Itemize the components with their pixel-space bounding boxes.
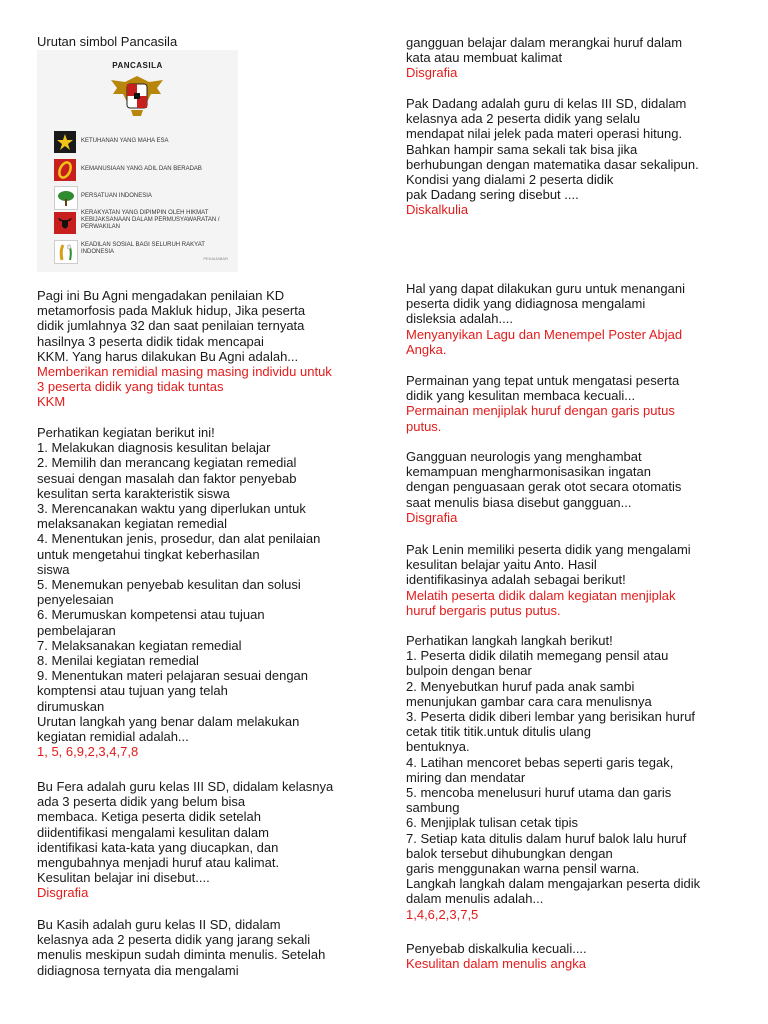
question-text: Pak Dadang adalah guru di kelas III SD, didalam kelasnya ada 2 peserta didik yang selalu mendapat nilai jelek pada materi operasi hitung. Bahkan hampir sama sekali tak bisa jika berhubungan dengan matematika dasar sekalipun. Kondisi yang dialami 2 peserta didik pak Dadang sering disebut .... (406, 96, 699, 203)
question-text: Pak Lenin memiliki peserta didik yang mengalami kesulitan belajar yaitu Anto. Hasil identifikasinya adalah sebagai berikut! (406, 542, 691, 588)
bull-head-icon (54, 212, 76, 234)
answer-text: Memberikan remidial masing masing individu untuk 3 peserta didik yang tidak tuntas KKM (37, 364, 332, 410)
answer-text: Disgrafia (406, 509, 458, 525)
question-text: Pagi ini Bu Agni mengadakan penilaian KD metamorfosis pada Makluk hidup, Jika peserta didik jumlahnya 32 dan saat penilaian ternyata hasilnya 3 peserta didik tidak mencapai KKM. Yang harus dilakukan Bu Agni adalah... (37, 288, 306, 364)
sila-3-label: PERSATUAN INDONESIA (81, 193, 152, 199)
right-q10 (406, 633, 731, 922)
question-text: Penyebab diskalkulia kecuali.... (406, 941, 587, 956)
figure-heading: Urutan simbol Pancasila (37, 34, 178, 49)
sila-2-label: KEMANUSIAAN YANG ADIL DAN BERADAB (81, 166, 202, 172)
answer-text: Disgrafia (37, 885, 89, 901)
sila-2 (54, 157, 234, 183)
pancasila-figure (37, 50, 238, 272)
right-q7 (406, 373, 731, 434)
figure-credit: PEKAIJABAR (203, 255, 228, 261)
sila-1 (54, 129, 234, 155)
answer-text: 1, 5, 6,9,2,3,4,7,8 (37, 744, 139, 760)
answer-text: Menyanyikan Lagu dan Menempel Poster Abjad Angka. (406, 326, 683, 357)
banyan-tree-icon (54, 186, 78, 210)
star-icon (54, 131, 76, 153)
figure-title: PANCASILA (112, 61, 163, 70)
answer-text: Melatih peserta didik dalam kegiatan menjiplak huruf bergaris putus putus. (406, 587, 676, 618)
question-text: Perhatikan kegiatan berikut ini! 1. Melakukan diagnosis kesulitan belajar 2. Memilih dan merancang kegiatan remedial sesuai dengan masalah dan faktor penyebab kesulitan serta karakteristik siswa 3. Merencanakan waktu yang diperlukan untuk melaksanakan kegiatan remedial 4. Menentukan jenis, prosedur, dan alat penilaian untuk mengetahui tingkat keberhasilan siswa 5. Menemukan penyebab kesulitan dan solusi penyelesaian 6. Merumuskan kompetensi atau tujuan pembelajaran 7. Melaksanakan kegiatan remedial 8. Menilai kegiatan remedial 9. Menentukan materi pelajaran sesuai dengan komptensi atau tujuan yang telah dirumuskan Urutan langkah yang benar dalam melakukan kegiatan remidial adalah... (37, 425, 321, 745)
question-text: Permainan yang tepat untuk mengatasi peserta didik yang kesulitan membaca kecuali... (406, 373, 680, 404)
right-q4-continued (406, 35, 731, 81)
garuda-emblem-icon (107, 72, 167, 118)
right-q6 (406, 281, 731, 357)
sila-3 (54, 184, 234, 210)
right-q8 (406, 449, 731, 525)
answer-text: Disgrafia (406, 65, 458, 81)
sila-4 (54, 210, 234, 236)
left-q3 (37, 779, 362, 901)
answer-text: Kesulitan dalam menulis angka (406, 956, 586, 972)
sila-1-label: KETUHANAN YANG MAHA ESA (81, 138, 169, 144)
question-text: Perhatikan langkah langkah berikut! 1. Peserta didik dilatih memegang pensil atau bulpoin dengan benar 2. Menyebutkan huruf pada anak sambi menunjukan gambar cara cara menulisnya 3. Peserta didik diberi lembar yang berisikan huruf cetak titik titik.untuk ditulis ulang bentuknya. 4. Latihan mencoret bebas seperti garis tegak, miring dan mendatar 5. mencoba menelusuri huruf utama dan garis sambung 6. Menjiplak tulisan cetak tipis 7. Setiap kata ditulis dalam huruf balok lalu huruf balok tersebut dihubungkan dengan garis menggunakan warna pensil warna. Langkah langkah dalam mengajarkan peserta didik dalam menulis adalah... (406, 633, 701, 907)
chain-icon (54, 159, 76, 181)
right-q11 (406, 941, 731, 971)
question-text: Gangguan neurologis yang menghambat kemampuan mengharmonisasikan ingatan dengan penguasaan gerak otot secara otomatis saat menulis biasa disebut gangguan... (406, 449, 682, 510)
rice-cotton-icon (54, 240, 78, 264)
question-text: Bu Kasih adalah guru kelas II SD, didalam kelasnya ada 2 peserta didik yang jarang sekali menulis meskipun sudah diminta menulis. Setelah didiagnosa ternyata dia mengalami (37, 917, 326, 978)
question-text: gangguan belajar dalam merangkai huruf dalam kata atau membuat kalimat (406, 35, 683, 66)
left-q1 (37, 288, 362, 410)
question-text: Hal yang dapat dilakukan guru untuk menangani peserta didik yang didiagnosa mengalami disleksia adalah.... (406, 281, 685, 327)
left-q2 (37, 425, 362, 759)
left-q4 (37, 917, 362, 978)
right-q9 (406, 542, 731, 618)
sila-5-label: KEADILAN SOSIAL BAGI SELURUH RAKYAT INDONESIA (81, 242, 205, 255)
right-q5 (406, 96, 731, 218)
answer-text: Diskalkulia (406, 202, 469, 218)
answer-text: Permainan menjiplak huruf dengan garis putus putus. (406, 403, 675, 434)
answer-text: 1,4,6,2,3,7,5 (406, 906, 479, 922)
question-text: Bu Fera adalah guru kelas III SD, didalam kelasnya ada 3 peserta didik yang belum bisa membaca. Ketiga peserta didik setelah diidentifikasi mengalami kesulitan dalam identifikasi kata-kata yang diucapkan, dan mengubahnya menjadi huruf atau kalimat. Kesulitan belajar ini disebut.... (37, 779, 334, 886)
sila-4-label: KERAKYATAN YANG DIPIMPIN OLEH HIKMAT KEBIJAKSANAAN DALAM PERMUSYAWARATAN / PERWAKILAN (81, 210, 220, 230)
